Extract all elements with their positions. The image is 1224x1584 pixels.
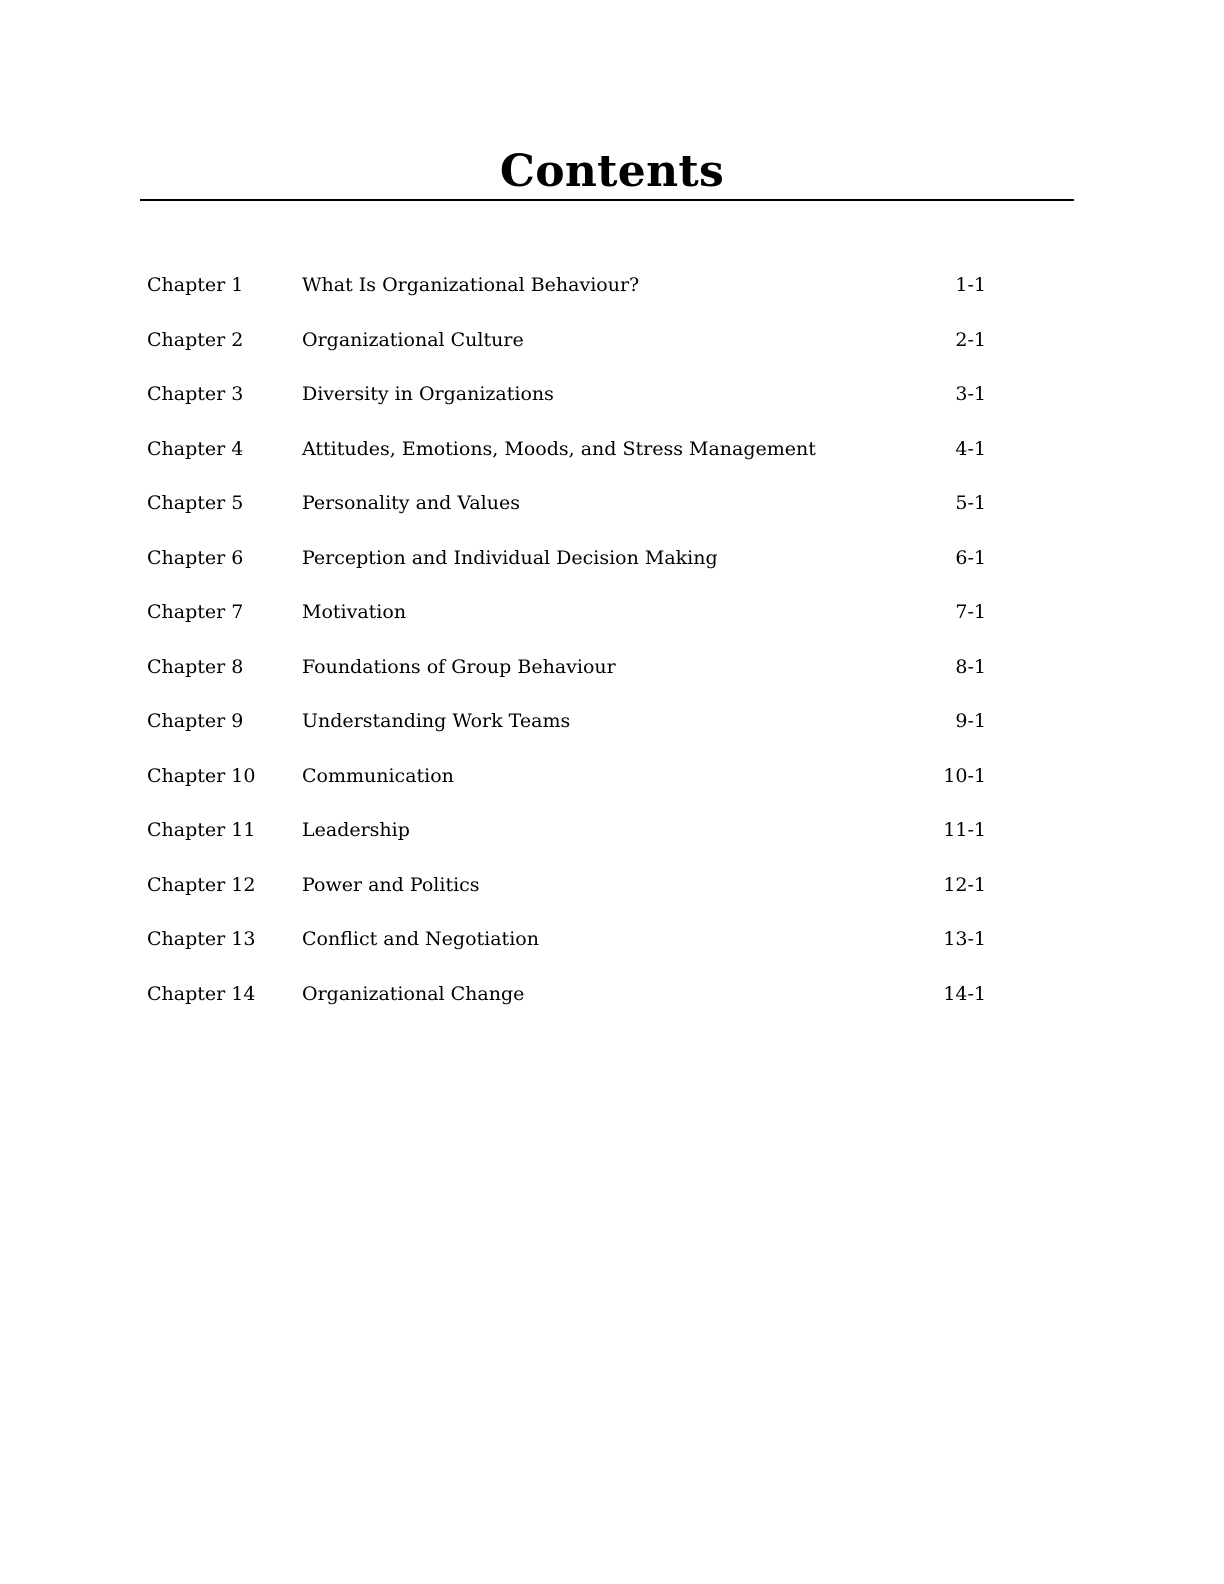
chapter-title: Personality and Values: [302, 492, 520, 514]
chapter-title: Conflict and Negotiation: [302, 928, 539, 950]
toc-entry[interactable]: [0, 531, 1224, 586]
page-number: 3-1: [955, 383, 986, 405]
page-number: 10-1: [943, 764, 986, 787]
chapter-number: Chapter 2: [147, 328, 244, 351]
chapter-number: Chapter 12: [147, 873, 256, 896]
toc-entry[interactable]: [0, 967, 1224, 1022]
toc-entry[interactable]: [0, 367, 1224, 422]
chapter-number: Chapter 6: [147, 546, 244, 569]
toc-entry[interactable]: [0, 422, 1224, 477]
table-of-contents: [0, 258, 1224, 1021]
toc-entry[interactable]: [0, 476, 1224, 531]
chapter-number: Chapter 1: [147, 274, 244, 296]
chapter-number: Chapter 10: [147, 764, 256, 787]
toc-entry[interactable]: [0, 640, 1224, 695]
page-number: 4-1: [955, 437, 986, 460]
page-number: 13-1: [943, 928, 986, 950]
page-number: 2-1: [955, 328, 986, 351]
chapter-title: Organizational Change: [302, 982, 525, 1005]
chapter-number: Chapter 7: [147, 601, 244, 623]
chapter-title: What Is Organizational Behaviour?: [302, 274, 640, 296]
chapter-number: Chapter 9: [147, 710, 244, 732]
chapter-title: Leadership: [302, 819, 410, 841]
page-number: 1-1: [955, 274, 986, 296]
toc-entry[interactable]: [0, 912, 1224, 967]
page-number: 5-1: [955, 492, 986, 514]
toc-entry[interactable]: [0, 694, 1224, 749]
chapter-title: Diversity in Organizations: [302, 383, 554, 405]
chapter-title: Organizational Culture: [302, 328, 524, 351]
chapter-title: Foundations of Group Behaviour: [302, 655, 616, 678]
page-number: 6-1: [955, 546, 986, 569]
toc-entry[interactable]: [0, 858, 1224, 913]
page-number: 8-1: [955, 655, 986, 678]
page-number: 14-1: [943, 982, 986, 1005]
page-number: 11-1: [943, 819, 986, 841]
chapter-number: Chapter 8: [147, 655, 244, 678]
chapter-number: Chapter 14: [147, 982, 256, 1005]
toc-entry[interactable]: [0, 313, 1224, 368]
chapter-number: Chapter 5: [147, 492, 244, 514]
page-number: 7-1: [955, 601, 986, 623]
toc-entry[interactable]: [0, 258, 1224, 313]
page-title: Contents: [499, 146, 725, 197]
chapter-title: Attitudes, Emotions, Moods, and Stress Management: [302, 437, 816, 460]
page-number: 9-1: [955, 710, 986, 732]
toc-entry[interactable]: [0, 585, 1224, 640]
chapter-title: Understanding Work Teams: [302, 710, 571, 732]
chapter-number: Chapter 13: [147, 928, 256, 950]
chapter-number: Chapter 11: [147, 819, 256, 841]
page-number: 12-1: [943, 873, 986, 896]
title-divider: [140, 199, 1074, 201]
chapter-title: Perception and Individual Decision Making: [302, 546, 718, 569]
chapter-title: Power and Politics: [302, 873, 480, 896]
chapter-number: Chapter 4: [147, 437, 244, 460]
toc-entry[interactable]: [0, 803, 1224, 858]
chapter-number: Chapter 3: [147, 383, 244, 405]
toc-entry[interactable]: [0, 749, 1224, 804]
chapter-title: Communication: [302, 764, 454, 787]
chapter-title: Motivation: [302, 601, 407, 623]
